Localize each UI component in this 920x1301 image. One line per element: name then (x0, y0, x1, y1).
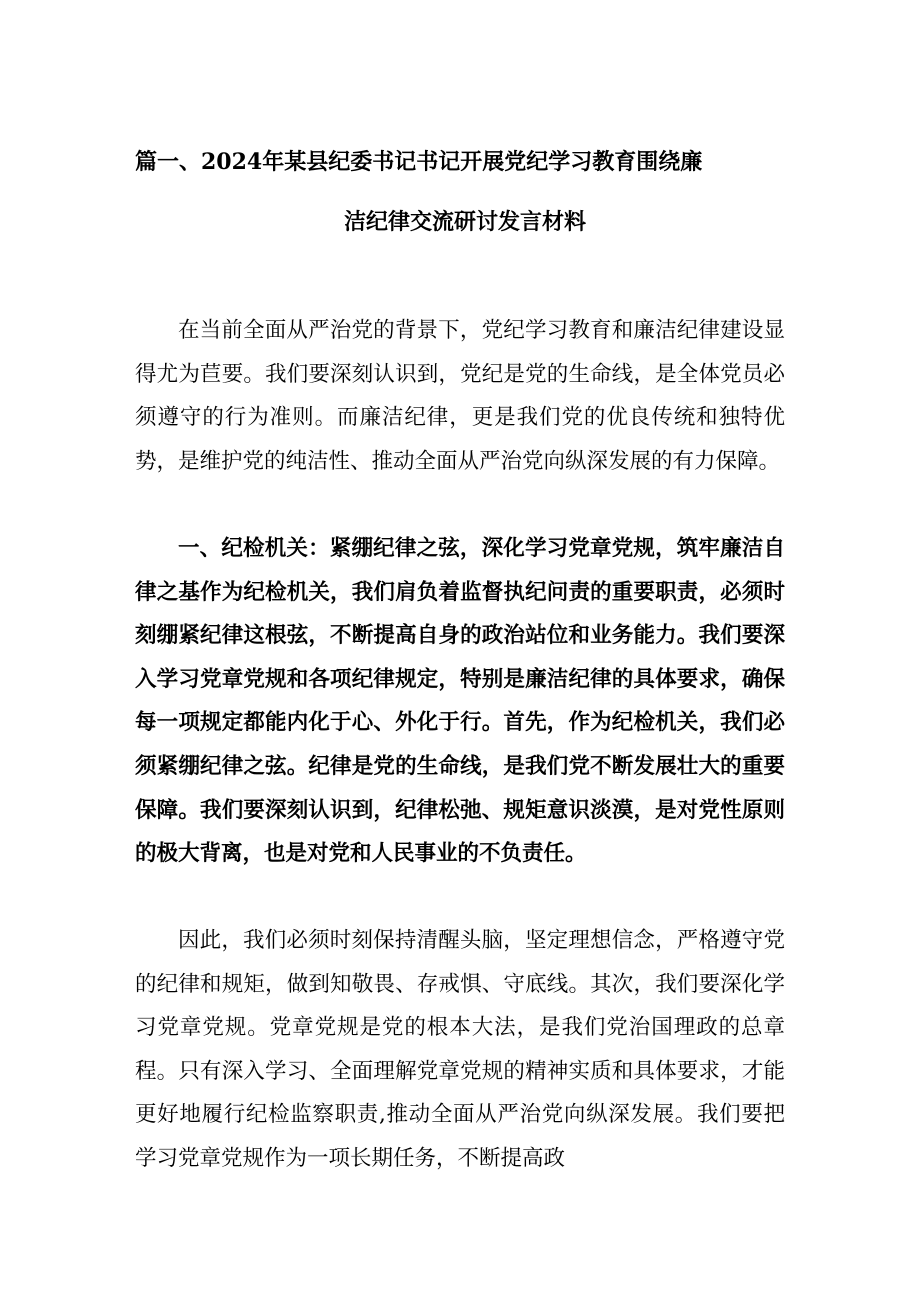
document-title-line-1: 篇一、2024年某县纪委书记书记开展党纪学习教育围绕廉 (135, 149, 703, 175)
document-title-line-2: 洁纪律交流研讨发言材料 (343, 209, 586, 235)
paragraph-section-one: 一、纪检机关：紧绷纪律之弦，深化学习党章党规，筑牢廉洁自律之基作为纪检机关，我们肩负着监督执纪问责的重要职责，必须时刻绷紧纪律这根弦，不断提高自身的政治站位和业务能力。我们要深入学习党章党规和各项纪律规定，特别是廉洁纪律的具体要求，确保每一项规定都能内化于心、外化于行。首先，作为纪检机关，我们必须紧绷纪律之弦。纪律是党的生命线，是我们党不断发展壮大的重要保障。我们要深刻认识到，纪律松弛、规矩意识淡漠，是对党性原则的极大背离，也是对党和人民事业的不负责任。 (135, 536, 785, 867)
paragraph-continuation: 因此，我们必须时刻保持清醒头脑，坚定理想信念，严格遵守党的纪律和规矩，做到知敬畏、存戒惧、守底线。其次，我们要深化学习党章党规。党章党规是党的根本大法，是我们党治国理政的总章程。只有深入学习、全面理解党章党规的精神实质和具体要求，才能更好地履行纪检监察职责,推动全面从严治党向纵深发展。我们要把学习党章党规作为一项长期任务，不断提高政 (135, 928, 785, 1171)
paragraph-intro: 在当前全面从严治党的背景下，党纪学习教育和廉洁纪律建设显得尤为苣要。我们要深刻认识到，党纪是党的生命线，是全体党员必须遵守的行为准则。而廉洁纪律，更是我们党的优良传统和独特优势，是维护党的纯洁性、推动全面从严治党向纵深发展的有力保障。 (135, 318, 785, 474)
